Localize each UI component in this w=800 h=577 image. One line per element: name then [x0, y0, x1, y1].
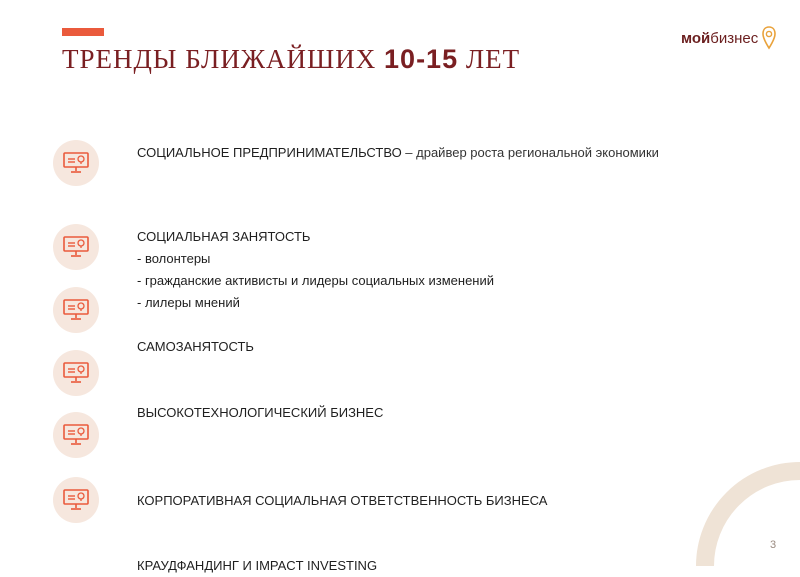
trend-heading: ВЫСОКОТЕХНОЛОГИЧЕСКИЙ БИЗНЕС — [137, 405, 384, 420]
trend-subitem: - лилеры мнений — [137, 295, 240, 310]
title-suffix: ЛЕТ — [458, 44, 521, 74]
trend-heading: КОРПОРАТИВНАЯ СОЦИАЛЬНАЯ ОТВЕТСТВЕННОСТЬ БИЗНЕСА — [137, 493, 548, 508]
trend-heading: СОЦИАЛЬНОЕ ПРЕДПРИНИМАТЕЛЬСТВО — [137, 145, 402, 160]
monitor-idea-icon — [53, 412, 99, 458]
brand-logo — [681, 24, 776, 52]
monitor-idea-icon — [53, 350, 99, 396]
trend-description: – драйвер роста региональной экономики — [401, 145, 659, 160]
monitor-idea-icon — [53, 287, 99, 333]
logo-word-2: бизнес — [710, 29, 759, 47]
location-pin-icon — [762, 26, 776, 50]
trend-item-6 — [137, 555, 377, 577]
accent-bar — [62, 28, 104, 36]
trend-heading: САМОЗАНЯТОСТЬ — [137, 339, 254, 354]
monitor-idea-icon — [53, 477, 99, 523]
trend-subitem: - гражданские активисты и лидеры социальных изменений — [137, 273, 495, 288]
trend-item-4 — [137, 402, 383, 424]
title-number: 10-15 — [384, 44, 459, 74]
monitor-idea-icon — [53, 140, 99, 186]
trend-item-5 — [137, 490, 547, 512]
trend-heading: СОЦИАЛЬНАЯ ЗАНЯТОСТЬ — [137, 229, 311, 244]
trend-item-2 — [137, 226, 697, 314]
trend-heading: КРАУДФАНДИНГ И IMPACT INVESTING — [137, 558, 378, 573]
page-number: 3 — [760, 532, 786, 558]
trend-subitem: - волонтеры — [137, 251, 211, 266]
monitor-idea-icon — [53, 224, 99, 270]
trend-item-1 — [137, 142, 697, 164]
page-title — [62, 44, 520, 75]
logo-word-1: мой — [681, 29, 711, 47]
title-text: ТРЕНДЫ БЛИЖАЙШИХ — [62, 44, 385, 74]
trend-item-3 — [137, 336, 254, 358]
